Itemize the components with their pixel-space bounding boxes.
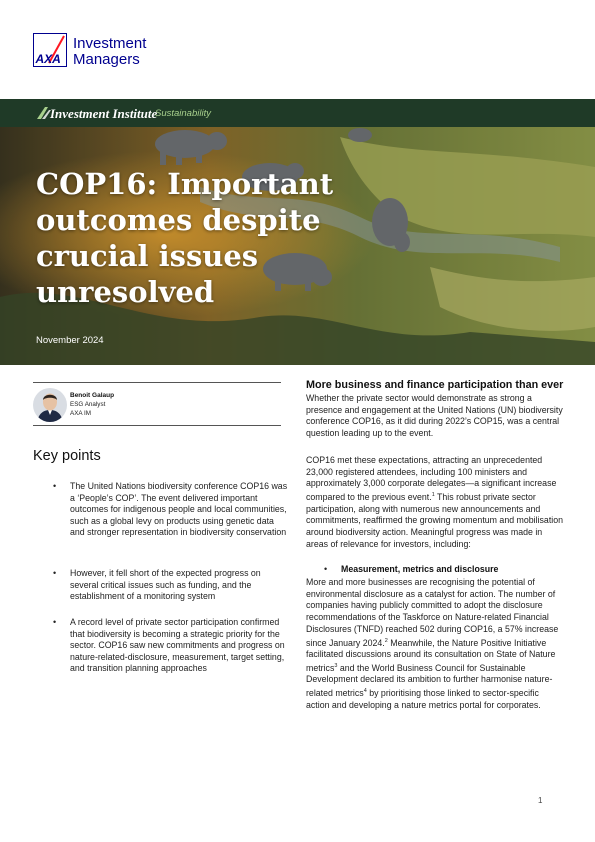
bullet-icon: • <box>53 568 57 578</box>
footnote-ref: 1 <box>431 492 435 499</box>
subsection-heading: Measurement, metrics and disclosure <box>341 564 499 574</box>
publication-date: November 2024 <box>36 335 104 346</box>
paragraph-text: More and more businesses are recognising the potential of environmental disclosure as a catalyst for action. The number of companies having publicly committed to adopt the disclosure recommendations of the Taskforce on Nature-related Financial Disclosures (TNFD) reached 502 during COP16, a 57% increase since January 2024. <box>306 577 559 648</box>
author-role: ESG Analyst <box>70 401 106 408</box>
paragraph <box>306 577 564 712</box>
footnote-ref: 3 <box>334 662 338 669</box>
bullet-icon: • <box>53 617 57 627</box>
brand-line-1: Investment <box>73 35 147 52</box>
brand-name <box>73 36 146 68</box>
paragraph-text: Meanwhile, the Nature Positive Initiative facilitated discussions around its consultation on State of Nature metrics <box>306 637 556 673</box>
institute-label: Investment Institute <box>50 106 158 121</box>
divider <box>33 425 281 426</box>
footnote-ref: 2 <box>384 637 388 644</box>
brand-line-2: Managers <box>73 51 140 68</box>
bullet-icon: • <box>53 481 57 491</box>
page-number: 1 <box>538 796 543 805</box>
key-point-item: The United Nations biodiversity conference COP16 was a ‘People’s COP’. The event delivered important outcomes for indigenous people and local communities, such as a global levy on products using genetic data and stronger representation in biodiversity conservation <box>70 481 288 537</box>
avatar <box>33 388 67 422</box>
paragraph-text: and the World Business Council for Sustainable Development declared its ambition to further harmonise nature-related metrics <box>306 662 553 699</box>
author-org: AXA IM <box>70 410 91 417</box>
page-title: COP16: Important outcomes despite crucial issues unresolved <box>36 167 334 309</box>
paragraph-text: This robust private sector participation, along with numerous new announcements and commitments, reaffirmed the growing momentum and mobilisation around biodiversity action. Meaningful progress was made in areas of relevance for investors, including: <box>306 492 564 549</box>
section-heading: More business and finance participation than ever <box>306 379 564 391</box>
paragraph-text: by prioritising those linked to sector-specific action and developing a nature metrics portal for corporates. <box>306 688 541 710</box>
svg-text:AXA: AXA <box>35 52 61 66</box>
paragraph: Whether the private sector would demonstrate as strong a presence and engagement at the United Nations (UN) biodiversity conference COP16, as it did during 2022’s COP15, was a central question leading up to the event. <box>306 393 563 439</box>
author-name: Benoit Galaup <box>70 392 115 399</box>
key-points-heading: Key points <box>33 448 101 464</box>
paragraph <box>306 455 564 551</box>
key-point-item: A record level of private sector participation confirmed that biodiversity is becoming a strategic priority for the sector. COP16 saw new commitments and progress on nature-related-disclosure, measurement, target setting, and transition planning approaches <box>70 617 285 673</box>
axa-logo-icon <box>33 33 67 67</box>
footnote-ref: 4 <box>363 688 367 695</box>
topic-label: Sustainability <box>155 108 211 119</box>
key-point-item: However, it fell short of the expected progress on several critical issues such as funding, and the establishment of a monitoring system <box>70 568 261 601</box>
paragraph-text: COP16 met these expectations, attracting an unprecedented 23,000 registered attendees, including 100 ministers and approximately 3,000 corporate delegates—a significant increase compared to the previous event. <box>306 455 557 503</box>
divider <box>33 382 281 383</box>
bullet-icon: • <box>324 564 328 574</box>
